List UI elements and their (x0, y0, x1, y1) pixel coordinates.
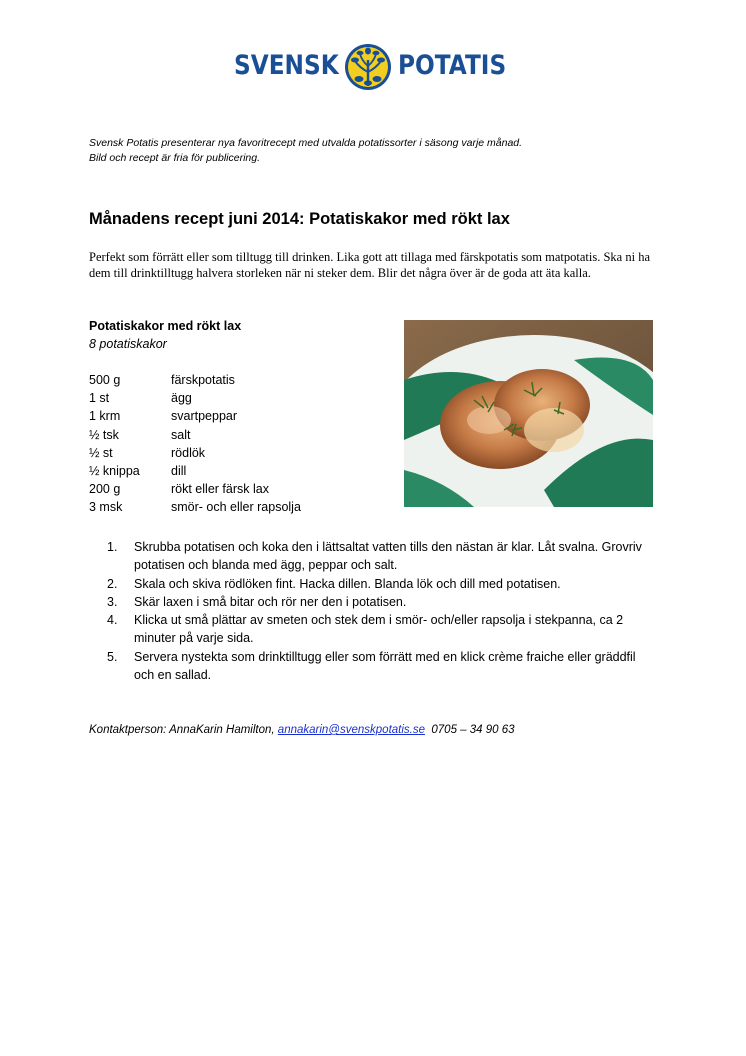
ingredient-row (89, 389, 389, 407)
svensk-potatis-logo (232, 38, 507, 94)
ingredient-row (89, 426, 389, 444)
step-number: 4. (107, 613, 118, 628)
ingredient-row (89, 407, 389, 425)
ingredient-quantity: 3 msk (89, 500, 123, 515)
potato-cakes-image (404, 320, 653, 507)
instruction-step (107, 538, 655, 575)
contact-email-link[interactable]: annakarin@svenskpotatis.se (277, 724, 425, 736)
ingredient-name: ägg (171, 391, 192, 406)
intro-note (89, 136, 689, 165)
ingredient-row (89, 444, 389, 462)
intro-line-1: Svensk Potatis presenterar nya favoritrecept med utvalda potatissorter i säsong varje månad. (89, 137, 523, 149)
ingredient-name: smör- och eller rapsolja (171, 500, 301, 515)
ingredient-name: dill (171, 463, 187, 478)
ingredient-quantity: 1 krm (89, 409, 121, 424)
instruction-step (107, 593, 655, 611)
instruction-step (107, 611, 655, 648)
ingredient-name: rökt eller färsk lax (171, 482, 269, 497)
ingredient-list (89, 371, 389, 517)
ingredient-quantity: ½ st (89, 445, 113, 460)
recipe-servings: 8 potatiskakor (89, 337, 167, 351)
dish-photo (404, 320, 653, 507)
step-text: Skär laxen i små bitar och rör ner den i potatisen. (134, 594, 407, 609)
logo-word-right: POTATIS (398, 50, 507, 81)
step-number: 5. (107, 649, 118, 664)
contact-person: Kontaktperson: AnnaKarin Hamilton, (89, 724, 278, 736)
ingredient-row (89, 498, 389, 516)
page-title: Månadens recept juni 2014: Potatiskakor med rökt lax (89, 210, 510, 228)
logo-word-left: SVENSK (234, 50, 339, 81)
contact-line (89, 722, 515, 738)
ingredient-quantity: 500 g (89, 373, 121, 387)
ingredient-quantity: ½ knippa (89, 463, 140, 478)
step-number: 2. (107, 576, 118, 591)
step-number: 1. (107, 540, 118, 554)
ingredient-quantity: ½ tsk (89, 427, 119, 442)
instruction-step (107, 575, 655, 593)
recipe-name: Potatiskakor med rökt lax (89, 319, 242, 333)
ingredient-row (89, 371, 389, 389)
lead-paragraph: Perfekt som förrätt eller som tilltugg till drinken. Lika gott att tillaga med färskpotatis som matpotatis. Ska ni ha dem till drinktilltugg halvera storleken när ni steker dem. Blir det några över är de goda att äta kalla. (89, 250, 651, 280)
instruction-list (107, 538, 655, 684)
step-text: Klicka ut små plättar av smeten och stek dem i smör- och/eller rapsolja i stekpanna, ca 2 minuter på varje sida. (134, 613, 624, 646)
step-text: Skrubba potatisen och koka den i lättsaltat vatten tills den nästan är klar. Låt svalna. Grovriv potatisen och blanda med ägg, peppar och salt. (134, 540, 642, 573)
contact-phone: 0705 – 34 90 63 (425, 724, 515, 736)
instruction-step (107, 648, 655, 685)
ingredient-name: färskpotatis (171, 373, 235, 387)
ingredient-quantity: 200 g (89, 482, 121, 497)
ingredient-quantity: 1 st (89, 391, 110, 406)
ingredient-row (89, 480, 389, 498)
step-text: Skala och skiva rödlöken fint. Hacka dillen. Blanda lök och dill med potatisen. (134, 576, 561, 591)
ingredient-name: svartpeppar (171, 409, 238, 424)
ingredient-name: salt (171, 427, 191, 442)
step-text: Servera nystekta som drinktilltugg eller som förrätt med en klick crème fraiche eller gräddfil och en sallad. (134, 649, 636, 683)
ingredient-row (89, 462, 389, 480)
ingredient-name: rödlök (171, 445, 206, 460)
potato-plant-emblem-icon (343, 42, 393, 92)
step-number: 3. (107, 594, 118, 609)
intro-line-2: Bild och recept är fria för publicering. (89, 151, 260, 164)
